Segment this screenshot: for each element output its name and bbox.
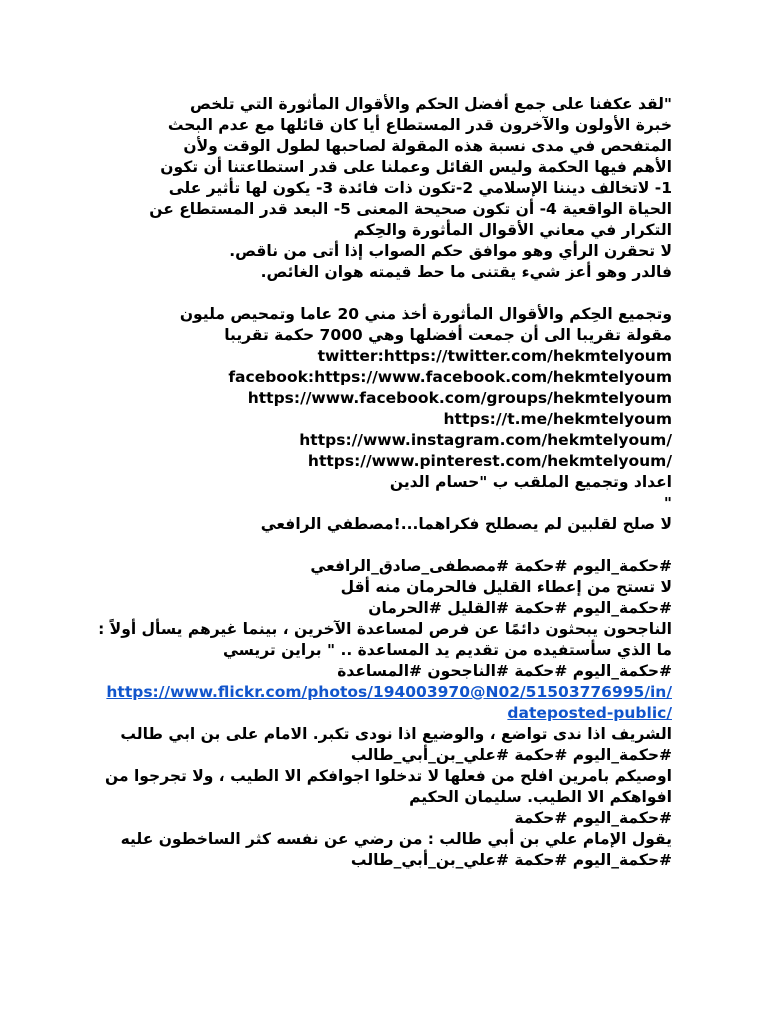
flickr-link[interactable]: https://www.flickr.com/photos/194003970@N02/51503776995/in/dateposted-public/ bbox=[106, 683, 672, 722]
facebook-link-text: facebook:https://www.facebook.com/hekmtelyoum bbox=[228, 368, 672, 386]
post-hashtags: #حكمة_اليوم #حكمة #علي_بن_أبي_طالب bbox=[350, 746, 672, 764]
quote-rafii: لا صلح لقلبين لم يصطلح فكراهما...!مصطفي الرافعي bbox=[260, 515, 672, 533]
post-5 bbox=[96, 829, 672, 871]
pinterest-link-text: https://www.pinterest.com/hekmtelyoum/ bbox=[307, 452, 672, 470]
post-hashtags: #حكمة_اليوم #حكمة #علي_بن_أبي_طالب bbox=[350, 851, 672, 869]
post-text: الناجحون يبحثون دائمًا عن فرص لمساعدة الآخرين ، بينما غيرهم يسأل أولاً : ما الذي سأستفيده من تقديم يد المساعدة .. " براين تريسي bbox=[98, 620, 672, 659]
post-text: يقول الإمام علي بن أبي طالب : من رضي عن نفسه كثر الساخطون عليه bbox=[120, 830, 672, 848]
collection-line: وتجميع الحِكم والأقوال المأثورة أخذ مني 20 عاما وتمحيص مليون bbox=[179, 305, 672, 323]
post-hashtags: #حكمة_اليوم #حكمة #الناجحون #المساعدة bbox=[337, 662, 672, 680]
poem-line: لا تحقرن الرأي وهو موافق حكم الصواب إذا أتى من ناقص. bbox=[229, 242, 672, 260]
post-hashtags: #حكمة_اليوم #حكمة #مصطفى_صادق_الرافعي bbox=[310, 557, 672, 575]
intro-line: الحياة الواقعية 4- أن تكون صحيحة المعنى 5- البعد قدر المستطاع عن bbox=[149, 200, 672, 218]
post-4 bbox=[96, 766, 672, 829]
twitter-link-text: twitter:https://twitter.com/hekmtelyoum bbox=[317, 347, 672, 365]
post-0 bbox=[96, 556, 672, 577]
intro-line: الأهم فيها الحكمة وليس القائل وعملنا على قدر استطاعتنا أن تكون bbox=[160, 158, 672, 176]
post-text: الشريف اذا ندى تواضع ، والوضيع اذا نودى تكبر. الامام على بن ابي طالب bbox=[120, 725, 672, 743]
post-hashtags: #حكمة_اليوم #حكمة bbox=[514, 809, 672, 827]
signature-line: اعداد وتجميع الملقب ب "حسام الدين bbox=[389, 473, 672, 491]
post-text: اوصيكم بامرين افلح من فعلها لا تدخلوا اجوافكم الا الطيب ، ولا تجرجوا من افواهكم الا الطيب. سليمان الحكيم bbox=[105, 767, 672, 806]
instagram-link-text: https://www.instagram.com/hekmtelyoum/ bbox=[299, 431, 672, 449]
intro-line: "لقد عكفنا على جمع أفضل الحكم والأقوال المأثورة التي تلخص bbox=[190, 95, 672, 113]
post-2 bbox=[96, 619, 672, 724]
document-page bbox=[96, 94, 672, 871]
poem-line: فالدر وهو أعز شيء يقتنى ما حط قيمته هوان الغائص. bbox=[260, 263, 672, 281]
blank-line bbox=[96, 283, 672, 304]
post-text: لا تستح من إعطاء القليل فالحرمان منه أقل bbox=[340, 578, 672, 596]
post-hashtags: #حكمة_اليوم #حكمة #القليل #الحرمان bbox=[368, 599, 672, 617]
telegram-link-text: https://t.me/hekmtelyoum bbox=[443, 410, 672, 428]
intro-line: خبرة الأولون والآخرون قدر المستطاع أيا كان قائلها مع عدم البحث bbox=[167, 116, 672, 134]
intro-block bbox=[96, 94, 672, 283]
post-1 bbox=[96, 577, 672, 619]
facebook-group-link-text: https://www.facebook.com/groups/hekmtelyoum bbox=[247, 389, 672, 407]
collection-block bbox=[96, 304, 672, 514]
post-3 bbox=[96, 724, 672, 766]
intro-line: المتفحص في مدى نسبة هذه المقولة لصاحبها لطول الوقت ولأن bbox=[183, 137, 672, 155]
collection-line: مقولة تقريبا الى أن جمعت أفضلها وهي 7000 حكمة تقريبا bbox=[224, 326, 672, 344]
intro-line: 1- لاتخالف ديننا الإسلامي 2-تكون ذات فائدة 3- يكون لها تأثير على bbox=[168, 179, 672, 197]
intro-line: التكرار في معاني الأقوال المأثورة والحِكم bbox=[353, 221, 672, 239]
closing-quote: " bbox=[663, 494, 672, 512]
blank-line bbox=[96, 535, 672, 556]
